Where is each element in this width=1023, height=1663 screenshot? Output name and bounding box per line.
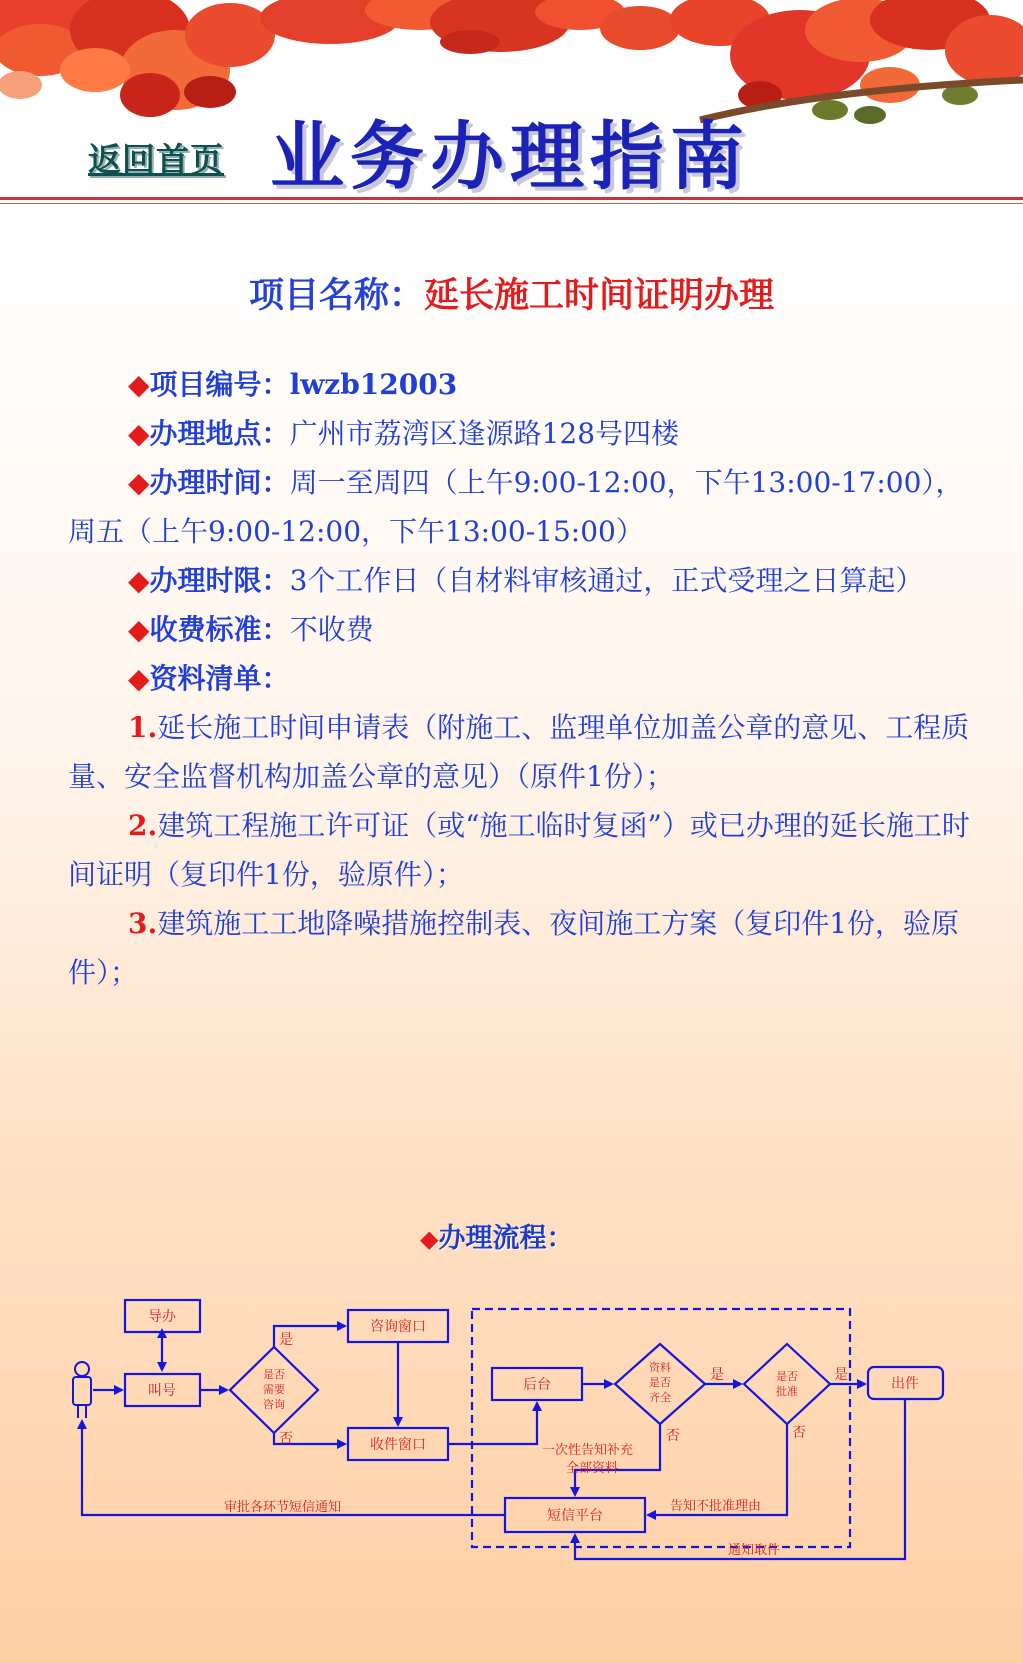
yes-label-consult: 是 (279, 1332, 293, 1348)
diamond-bullet-icon: ◆ (128, 417, 150, 450)
location-value: 广州市荔湾区逢源路128号四楼 (289, 417, 680, 450)
approve-line2: 批准 (776, 1385, 798, 1398)
flower-cluster-left (0, 0, 275, 117)
yes-label-approve: 是 (834, 1367, 848, 1383)
material-item (68, 703, 988, 801)
material-number: 2. (128, 809, 158, 842)
issue-label: 出件 (891, 1376, 919, 1392)
receive-window-label: 收件窗口 (370, 1437, 426, 1453)
process-title (420, 1216, 573, 1255)
fee-label: 收费标准： (149, 613, 290, 646)
hours-label: 办理时间： (149, 466, 290, 499)
fee-value: 不收费 (289, 613, 374, 646)
approve-line1: 是否 (776, 1370, 798, 1383)
applicant-person-icon (73, 1362, 91, 1418)
backend-label: 后台 (523, 1377, 551, 1393)
material-text: 建筑施工工地降噪措施控制表、夜间施工方案（复印件1份，验原件）； (68, 907, 960, 989)
material-text: 延长施工时间申请表（附施工、监理单位加盖公章的意见、工程质量、安全监督机构加盖公章的意见）（原件1份）； (68, 711, 970, 793)
material-number: 3. (128, 907, 158, 940)
project-name-label: 项目名称： (248, 276, 424, 316)
page-header (0, 0, 1023, 210)
material-text: 建筑工程施工许可证（或“施工临时复函”）或已办理的延长施工时间证明（复印件1份，验原件）； (68, 809, 970, 891)
sms-platform-label: 短信平台 (547, 1508, 603, 1524)
notify-pickup-label: 通知取件 (728, 1543, 781, 1558)
info-row-fee (68, 605, 988, 654)
need-consult-line1: 是否 (263, 1368, 285, 1381)
need-consult-line2: 需要 (263, 1383, 285, 1396)
diamond-bullet-icon: ◆ (128, 662, 150, 695)
approve-diamond (744, 1344, 830, 1424)
page-title: 业务办理指南 (270, 114, 750, 200)
material-item (68, 899, 988, 997)
process-flowchart (0, 1280, 1023, 1570)
info-row-location (68, 409, 988, 458)
location-label: 办理地点： (149, 417, 290, 450)
reject-reason-label: 告知不批准理由 (670, 1499, 762, 1514)
supplement-line1: 一次性告知补充 (542, 1443, 634, 1458)
diamond-bullet-icon: ◆ (420, 1225, 439, 1253)
yes-label-complete: 是 (710, 1367, 724, 1383)
consult-window-label: 咨询窗口 (370, 1319, 426, 1335)
project-name-heading (0, 268, 1023, 318)
queue-label: 叫号 (148, 1383, 176, 1399)
material-number: 1. (128, 711, 158, 744)
diamond-bullet-icon: ◆ (128, 466, 150, 499)
info-row-code (68, 360, 988, 409)
complete-line1: 资料 (649, 1361, 671, 1374)
supplement-line2: 全部资料 (566, 1461, 619, 1476)
process-title-text: 办理流程： (438, 1223, 574, 1254)
code-value: lwzb12003 (289, 368, 458, 401)
guide-label: 导办 (148, 1309, 176, 1325)
need-consult-line3: 咨询 (263, 1398, 285, 1411)
info-row-materials (68, 654, 988, 703)
flower-cluster-mid (260, 0, 680, 54)
project-name-value: 延长施工时间证明办理 (424, 276, 775, 316)
limit-label: 办理时限： (149, 564, 290, 597)
back-home-link[interactable]: 返回首页 (88, 140, 224, 179)
no-label-approve: 否 (792, 1425, 806, 1441)
info-row-hours (68, 458, 988, 556)
sms-notice-label: 审批各环节短信通知 (224, 1500, 342, 1515)
diamond-bullet-icon: ◆ (128, 368, 150, 401)
no-label-complete: 否 (666, 1428, 680, 1444)
info-row-limit (68, 556, 988, 605)
hours-value: 周一至周四（上午9:00-12:00，下午13:00-17:00），周五（上午9:00-12:00，下午13:00-15:00） (68, 466, 964, 548)
info-section (68, 360, 988, 997)
complete-line2: 是否 (649, 1376, 671, 1389)
limit-value: 3个工作日（自材料审核通过，正式受理之日算起） (289, 564, 924, 597)
material-item (68, 801, 988, 899)
no-label-consult: 否 (279, 1431, 293, 1447)
diamond-bullet-icon: ◆ (128, 613, 150, 646)
materials-label: 资料清单： (149, 662, 290, 695)
diamond-bullet-icon: ◆ (128, 564, 150, 597)
code-label: 项目编号： (149, 368, 290, 401)
complete-line3: 齐全 (649, 1391, 671, 1404)
